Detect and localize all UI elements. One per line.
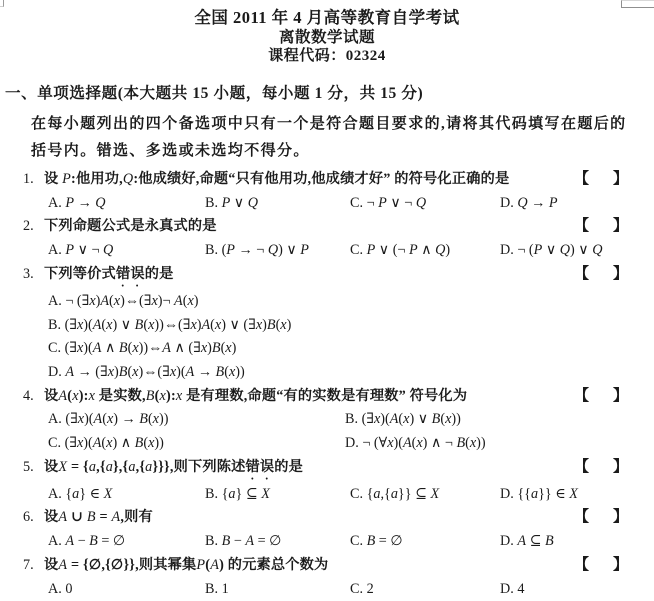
option-label: A. (48, 411, 62, 428)
option-label: C. (350, 580, 364, 597)
option-label: A. (48, 485, 62, 502)
option-label: C. (350, 485, 364, 502)
exam-subject-title: 离散数学试题 (278, 29, 375, 46)
option-C: C. B = ∅ (350, 533, 403, 550)
option-C: C. P ∨ (¬ P ∧ Q) (350, 242, 451, 259)
options-row (23, 408, 628, 455)
option-D: D. ¬ (∀x)(A(x) ∧ ¬ B(x)) (345, 435, 486, 452)
question-stem-row (23, 263, 628, 290)
question-3 (23, 263, 628, 385)
question-number: 4. (23, 387, 34, 404)
option-D: D. {{a}} ∈ X (500, 485, 578, 502)
question-number: 6. (23, 509, 34, 526)
option-B: B. (∃x)(A(x) ∨ B(x)) (345, 411, 461, 428)
question-number: 7. (23, 556, 34, 573)
option-A: A. P ∨ ¬ Q (48, 242, 114, 259)
option-A: A. ¬ (∃x)A(x)⇔(∃x)¬ A(x) (48, 292, 199, 309)
option-A: A. A − B = ∅ (48, 533, 126, 550)
option-C: C. 2 (350, 580, 374, 597)
option-D: D. 4 (500, 580, 525, 597)
section-instructions (31, 111, 628, 164)
options-row (23, 483, 628, 507)
question-2 (23, 215, 628, 262)
answer-bracket: 【 】 (573, 218, 628, 235)
option-C: C. (∃x)(A ∧ B(x))⇔A ∧ (∃x)B(x) (48, 340, 237, 357)
option-label: B. (48, 316, 62, 333)
question-number: 2. (23, 218, 34, 235)
exam-title: 全国 2011 年 4 月高等教育自学考试 (194, 8, 460, 27)
answer-bracket: 【 】 (573, 265, 628, 282)
option-A: A. {a} ∈ X (48, 485, 113, 502)
question-stem: 设A = {∅,{∅}},则其幂集P(A) 的元素总个数为 (44, 556, 329, 573)
question-stem-row (23, 385, 628, 409)
option-label: B. (205, 242, 219, 259)
question-stem: 下列命题公式是永真式的是 (44, 218, 217, 235)
option-B: B. {a} ⊆ X (205, 485, 270, 502)
option-C: C. {a,{a}} ⊆ X (350, 485, 440, 502)
option-label: C. (48, 435, 62, 452)
option-D: D. Q → P (500, 194, 558, 211)
option-label: D. (500, 194, 514, 211)
option-label: B. (205, 485, 219, 502)
option-A: A. P → Q (48, 194, 106, 211)
question-number: 3. (23, 265, 34, 282)
question-stem-row (23, 168, 628, 192)
answer-bracket: 【 】 (573, 556, 628, 573)
option-label: C. (350, 533, 364, 550)
option-A: A. 0 (48, 580, 73, 597)
option-label: D. (500, 580, 514, 597)
options-row (23, 192, 628, 216)
option-C: C. (∃x)(A(x) ∧ B(x)) (48, 435, 164, 452)
option-label: C. (350, 242, 364, 259)
question-list (23, 168, 628, 601)
option-label: A. (48, 242, 62, 259)
option-label: A. (48, 194, 62, 211)
instructions-line-2: 括号内。错选、多选或未选均不得分。 (31, 142, 310, 159)
option-D: D. A ⊆ B (500, 533, 554, 550)
option-label: B. (345, 411, 359, 428)
question-stem-row (23, 456, 628, 483)
options-row (23, 290, 628, 385)
question-4 (23, 385, 628, 456)
option-A: A. (∃x)(A(x) → B(x)) (48, 411, 169, 428)
question-1 (23, 168, 628, 215)
option-label: C. (350, 194, 364, 211)
option-D: D. A → (∃x)B(x)⇔(∃x)(A → B(x)) (48, 363, 245, 380)
option-label: A. (48, 580, 62, 597)
answer-bracket: 【 】 (573, 509, 628, 526)
question-number: 5. (23, 458, 34, 475)
answer-bracket: 【 】 (573, 458, 628, 475)
option-B: B. P ∨ Q (205, 194, 258, 211)
answer-bracket: 【 】 (573, 387, 628, 404)
option-label: B. (205, 580, 219, 597)
answer-bracket: 【 】 (573, 171, 628, 187)
options-row (23, 530, 628, 554)
option-C: C. ¬ P ∨ ¬ Q (350, 194, 427, 211)
course-code: 课程代码：02324 (268, 48, 386, 64)
option-D: D. ¬ (P ∨ Q) ∨ Q (500, 242, 603, 259)
question-stem: 下列等价式错误的是 (44, 265, 174, 282)
scan-artifact-top-left (0, 0, 4, 7)
question-6 (23, 506, 628, 553)
question-stem: 设X = {a,{a},{a,{a}}},则下列陈述错误的是 (44, 458, 304, 475)
option-label: B. (205, 194, 219, 211)
question-stem: 设 P:他用功,Q:他成绩好,命题“只有他用功,他成绩才好” 的符号化正确的是 (44, 171, 510, 187)
option-label: D. (500, 533, 514, 550)
options-row (23, 578, 628, 601)
option-label: A. (48, 292, 62, 309)
question-number: 1. (23, 171, 34, 187)
section-heading: 一、单项选择题(本大题共 15 小题，每小题 1 分，共 15 分) (5, 85, 424, 102)
option-label: D. (500, 485, 514, 502)
question-5 (23, 456, 628, 507)
options-row (23, 239, 628, 263)
question-stem-row (23, 215, 628, 239)
option-B: B. (P → ¬ Q) ∨ P (205, 242, 309, 259)
option-B: B. 1 (205, 580, 229, 597)
option-B: B. (∃x)(A(x) ∨ B(x))⇔(∃x)A(x) ∨ (∃x)B(x) (48, 316, 292, 333)
question-stem-row (23, 506, 628, 530)
instructions-line-1: 在每小题列出的四个备选项中只有一个是符合题目要求的,请将其代码填写在题后的 (31, 116, 627, 132)
question-stem: 设A(x):x 是实数,B(x):x 是有理数,命题“有的实数是有理数” 符号化为 (44, 387, 468, 404)
option-B: B. B − A = ∅ (205, 533, 282, 550)
question-stem: 设A ∪ B = A,则有 (44, 509, 153, 526)
option-label: D. (345, 435, 359, 452)
question-7 (23, 554, 628, 601)
scan-artifact-top-right (621, 0, 654, 8)
option-label: B. (205, 533, 219, 550)
option-label: D. (500, 242, 514, 259)
option-label: C. (48, 340, 62, 357)
option-label: A. (48, 533, 62, 550)
question-stem-row (23, 554, 628, 578)
option-label: D. (48, 363, 62, 380)
exam-header (0, 0, 654, 66)
